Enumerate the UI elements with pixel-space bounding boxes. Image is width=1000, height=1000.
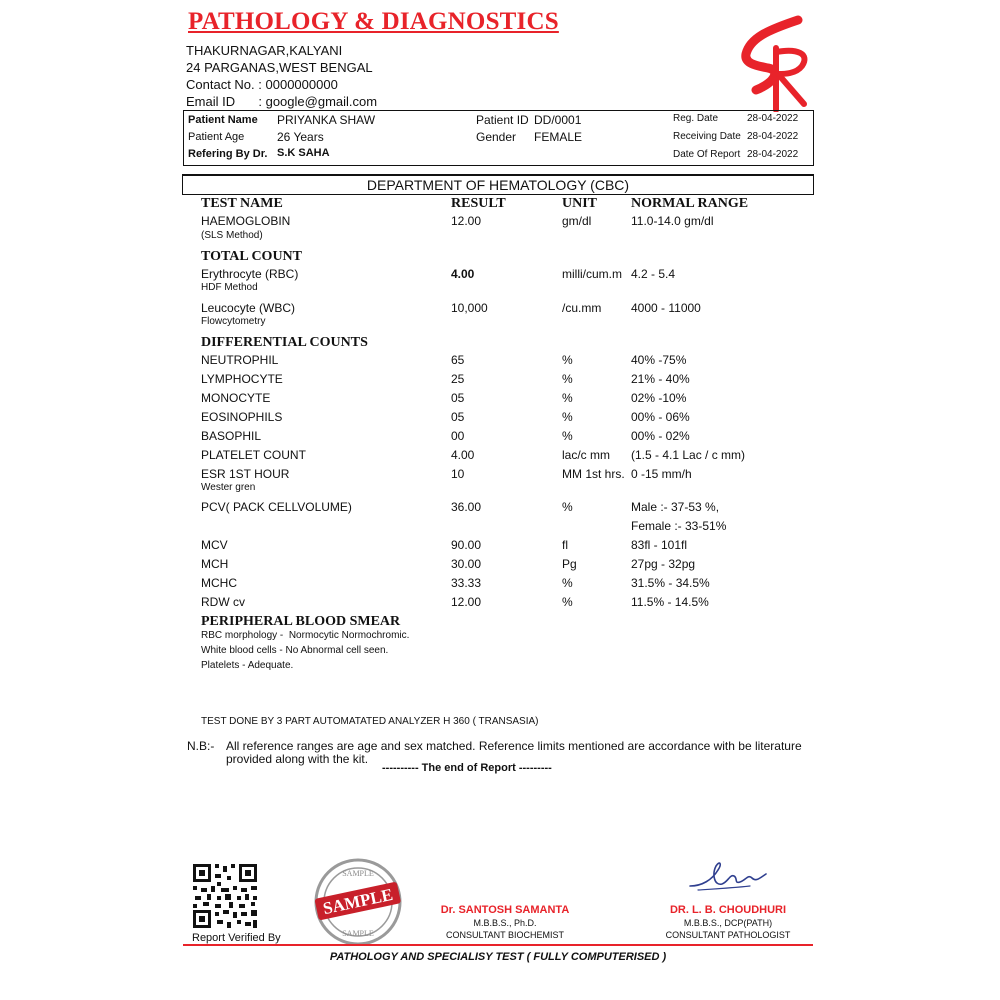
lab-logo-icon [728, 12, 814, 112]
test-name: EOSINOPHILS [201, 410, 283, 424]
test-name: PCV( PACK CELLVOLUME) [201, 500, 352, 514]
nb-line1: All reference ranges are age and sex matched. Reference limits mentioned are accordance with be literature [226, 739, 802, 753]
test-result: 10 [451, 467, 465, 481]
receiving-date-value: 28-04-2022 [747, 131, 799, 142]
end-of-report: ---------- The end of Report --------- [382, 762, 552, 774]
smear-rbc-label: RBC morphology - [201, 630, 284, 641]
test-name: MONOCYTE [201, 391, 271, 405]
test-range: 83fl - 101fl [631, 538, 688, 552]
test-name: ESR 1ST HOUR [201, 467, 290, 481]
test-range: (1.5 - 4.1 Lac / c mm) [631, 448, 746, 462]
test-name: LYMPHOCYTE [201, 372, 283, 386]
test-name: Erythrocyte (RBC) [201, 267, 299, 281]
patient-id-label: Patient ID [476, 113, 529, 127]
section-peripheral-smear: PERIPHERAL BLOOD SMEAR [201, 614, 401, 629]
test-unit: lac/c mm [562, 448, 610, 462]
test-unit: milli/cum.m [562, 267, 622, 281]
test-range-female: Female :- 33-51% [631, 519, 727, 533]
test-method: (SLS Method) [201, 230, 263, 241]
test-range: 21% - 40% [631, 372, 690, 386]
test-range: 4000 - 11000 [631, 301, 701, 315]
nb-label: N.B:- [187, 739, 215, 753]
patient-age-label: Patient Age [188, 131, 245, 143]
lab-name: PATHOLOGY & DIAGNOSTICS [188, 8, 559, 35]
lab-address-line1: THAKURNAGAR,KALYANI [186, 43, 343, 58]
smear-plt-value: Adequate. [247, 660, 294, 671]
test-range: 00% - 02% [631, 429, 690, 443]
section-differential-counts: DIFFERENTIAL COUNTS [201, 335, 368, 350]
test-unit: % [562, 391, 573, 405]
referring-doctor-label: Refering By Dr. [188, 148, 268, 160]
doctor1-role: CONSULTANT BIOCHEMIST [445, 930, 564, 940]
test-range: 11.5% - 14.5% [631, 595, 709, 609]
col-unit: UNIT [562, 196, 598, 211]
smear-wbc-value: No Abnormal cell seen. [285, 645, 389, 656]
email-value: : google@gmail.com [258, 94, 378, 109]
test-unit: % [562, 429, 573, 443]
test-result: 00 [451, 429, 465, 443]
test-result: 90.00 [451, 538, 482, 552]
doctor2-role: CONSULTANT PATHOLOGIST [665, 930, 791, 940]
footer-divider [183, 944, 813, 946]
patient-name-label: Patient Name [188, 114, 258, 126]
test-range: 40% -75% [631, 353, 687, 367]
test-result: 05 [451, 391, 465, 405]
smear-plt-label: Platelets - [201, 660, 246, 671]
test-unit: % [562, 372, 573, 386]
test-unit: % [562, 353, 573, 367]
reg-date-value: 28-04-2022 [747, 113, 799, 124]
smear-rbc-value: Normocytic Normochromic. [288, 630, 410, 641]
test-name: MCH [201, 557, 229, 571]
test-unit: /cu.mm [562, 301, 602, 315]
lab-email [186, 94, 377, 109]
test-unit: % [562, 410, 573, 424]
test-name: MCHC [201, 576, 237, 590]
gender-label: Gender [476, 130, 517, 144]
lab-address-line2: 24 PARGANAS,WEST BENGAL [186, 60, 373, 75]
contact-value: 0000000000 [265, 77, 338, 92]
signature-icon [684, 856, 774, 896]
test-name: NEUTROPHIL [201, 353, 279, 367]
stamp-bottom-text: SAMPLE [342, 929, 374, 938]
contact-label: Contact No. : [186, 77, 262, 92]
test-name: Leucocyte (WBC) [201, 301, 296, 315]
test-result: 30.00 [451, 557, 482, 571]
patient-name-value: PRIYANKA SHAW [277, 113, 376, 127]
email-label: Email ID [186, 94, 236, 109]
test-range: 00% - 06% [631, 410, 690, 424]
doctor2-name: DR. L. B. CHOUDHURI [669, 904, 787, 916]
test-method: Flowcytometry [201, 316, 266, 327]
test-method: HDF Method [201, 282, 258, 293]
stamp-top-text: SAMPLE [342, 869, 374, 878]
smear-wbc [201, 645, 388, 656]
section-total-count: TOTAL COUNT [201, 249, 303, 264]
lab-contact [186, 77, 338, 92]
test-unit: fl [562, 538, 568, 552]
test-unit: % [562, 500, 573, 514]
footer-tagline: PATHOLOGY AND SPECIALISY TEST ( FULLY COMPUTERISED ) [329, 951, 667, 963]
test-name: RDW cv [201, 595, 245, 609]
test-unit: Pg [562, 557, 577, 571]
qr-code-icon [191, 862, 259, 930]
test-result: 05 [451, 410, 465, 424]
col-test-name: TEST NAME [201, 196, 283, 211]
doctor1-name: Dr. SANTOSH SAMANTA [440, 904, 570, 916]
report-date-label: Date Of Report [673, 149, 741, 160]
test-unit: % [562, 595, 573, 609]
test-unit: gm/dl [562, 214, 592, 228]
test-result: 12.00 [451, 214, 482, 228]
test-unit: % [562, 576, 573, 590]
test-range: 02% -10% [631, 391, 687, 405]
test-range: 31.5% - 34.5% [631, 576, 710, 590]
sample-stamp-icon [312, 856, 404, 948]
col-result: RESULT [451, 196, 506, 211]
reg-date-label: Reg. Date [673, 113, 719, 124]
analyzer-note: TEST DONE BY 3 PART AUTOMATATED ANALYZER H 360 ( TRANSASIA) [201, 716, 539, 727]
test-result: 33.33 [451, 576, 482, 590]
report-date-value: 28-04-2022 [747, 149, 799, 160]
test-method: Wester gren [201, 482, 256, 493]
test-range: 11.0-14.0 gm/dl [631, 214, 714, 228]
patient-id-value: DD/0001 [534, 113, 582, 127]
test-result: 36.00 [451, 500, 482, 514]
test-result: 10,000 [451, 301, 488, 315]
department-title: DEPARTMENT OF HEMATOLOGY (CBC) [182, 174, 814, 195]
referring-doctor-value: S.K SAHA [277, 147, 330, 159]
test-result: 65 [451, 353, 465, 367]
test-unit: MM 1st hrs. [562, 467, 625, 481]
report-verified-by: Report Verified By [192, 932, 281, 944]
doctor2-degree: M.B.B.S., DCP(PATH) [683, 918, 773, 928]
nb-line2: provided along with the kit. [226, 752, 369, 766]
test-name: MCV [201, 538, 228, 552]
test-name: BASOPHIL [201, 429, 262, 443]
smear-rbc [201, 630, 409, 641]
gender-value: FEMALE [534, 130, 583, 144]
test-name: PLATELET COUNT [201, 448, 306, 462]
test-range: Male :- 37-53 %, [631, 500, 720, 514]
col-normal-range: NORMAL RANGE [631, 196, 749, 211]
doctor1-degree: M.B.B.S., Ph.D. [473, 918, 537, 928]
test-range: 27pg - 32pg [631, 557, 696, 571]
patient-info-box [183, 110, 814, 166]
test-result: 25 [451, 372, 465, 386]
test-result: 4.00 [451, 448, 475, 462]
test-result: 4.00 [451, 267, 475, 281]
receiving-date-label: Receiving Date [673, 131, 741, 142]
test-result: 12.00 [451, 595, 482, 609]
test-range: 0 -15 mm/h [631, 467, 692, 481]
test-range: 4.2 - 5.4 [631, 267, 676, 281]
stamp-main-text: SAMPLE [321, 884, 395, 919]
patient-age-value: 26 Years [277, 130, 324, 144]
smear-platelets [201, 660, 293, 671]
smear-wbc-label: White blood cells - [201, 645, 283, 656]
test-name: HAEMOGLOBIN [201, 214, 291, 228]
